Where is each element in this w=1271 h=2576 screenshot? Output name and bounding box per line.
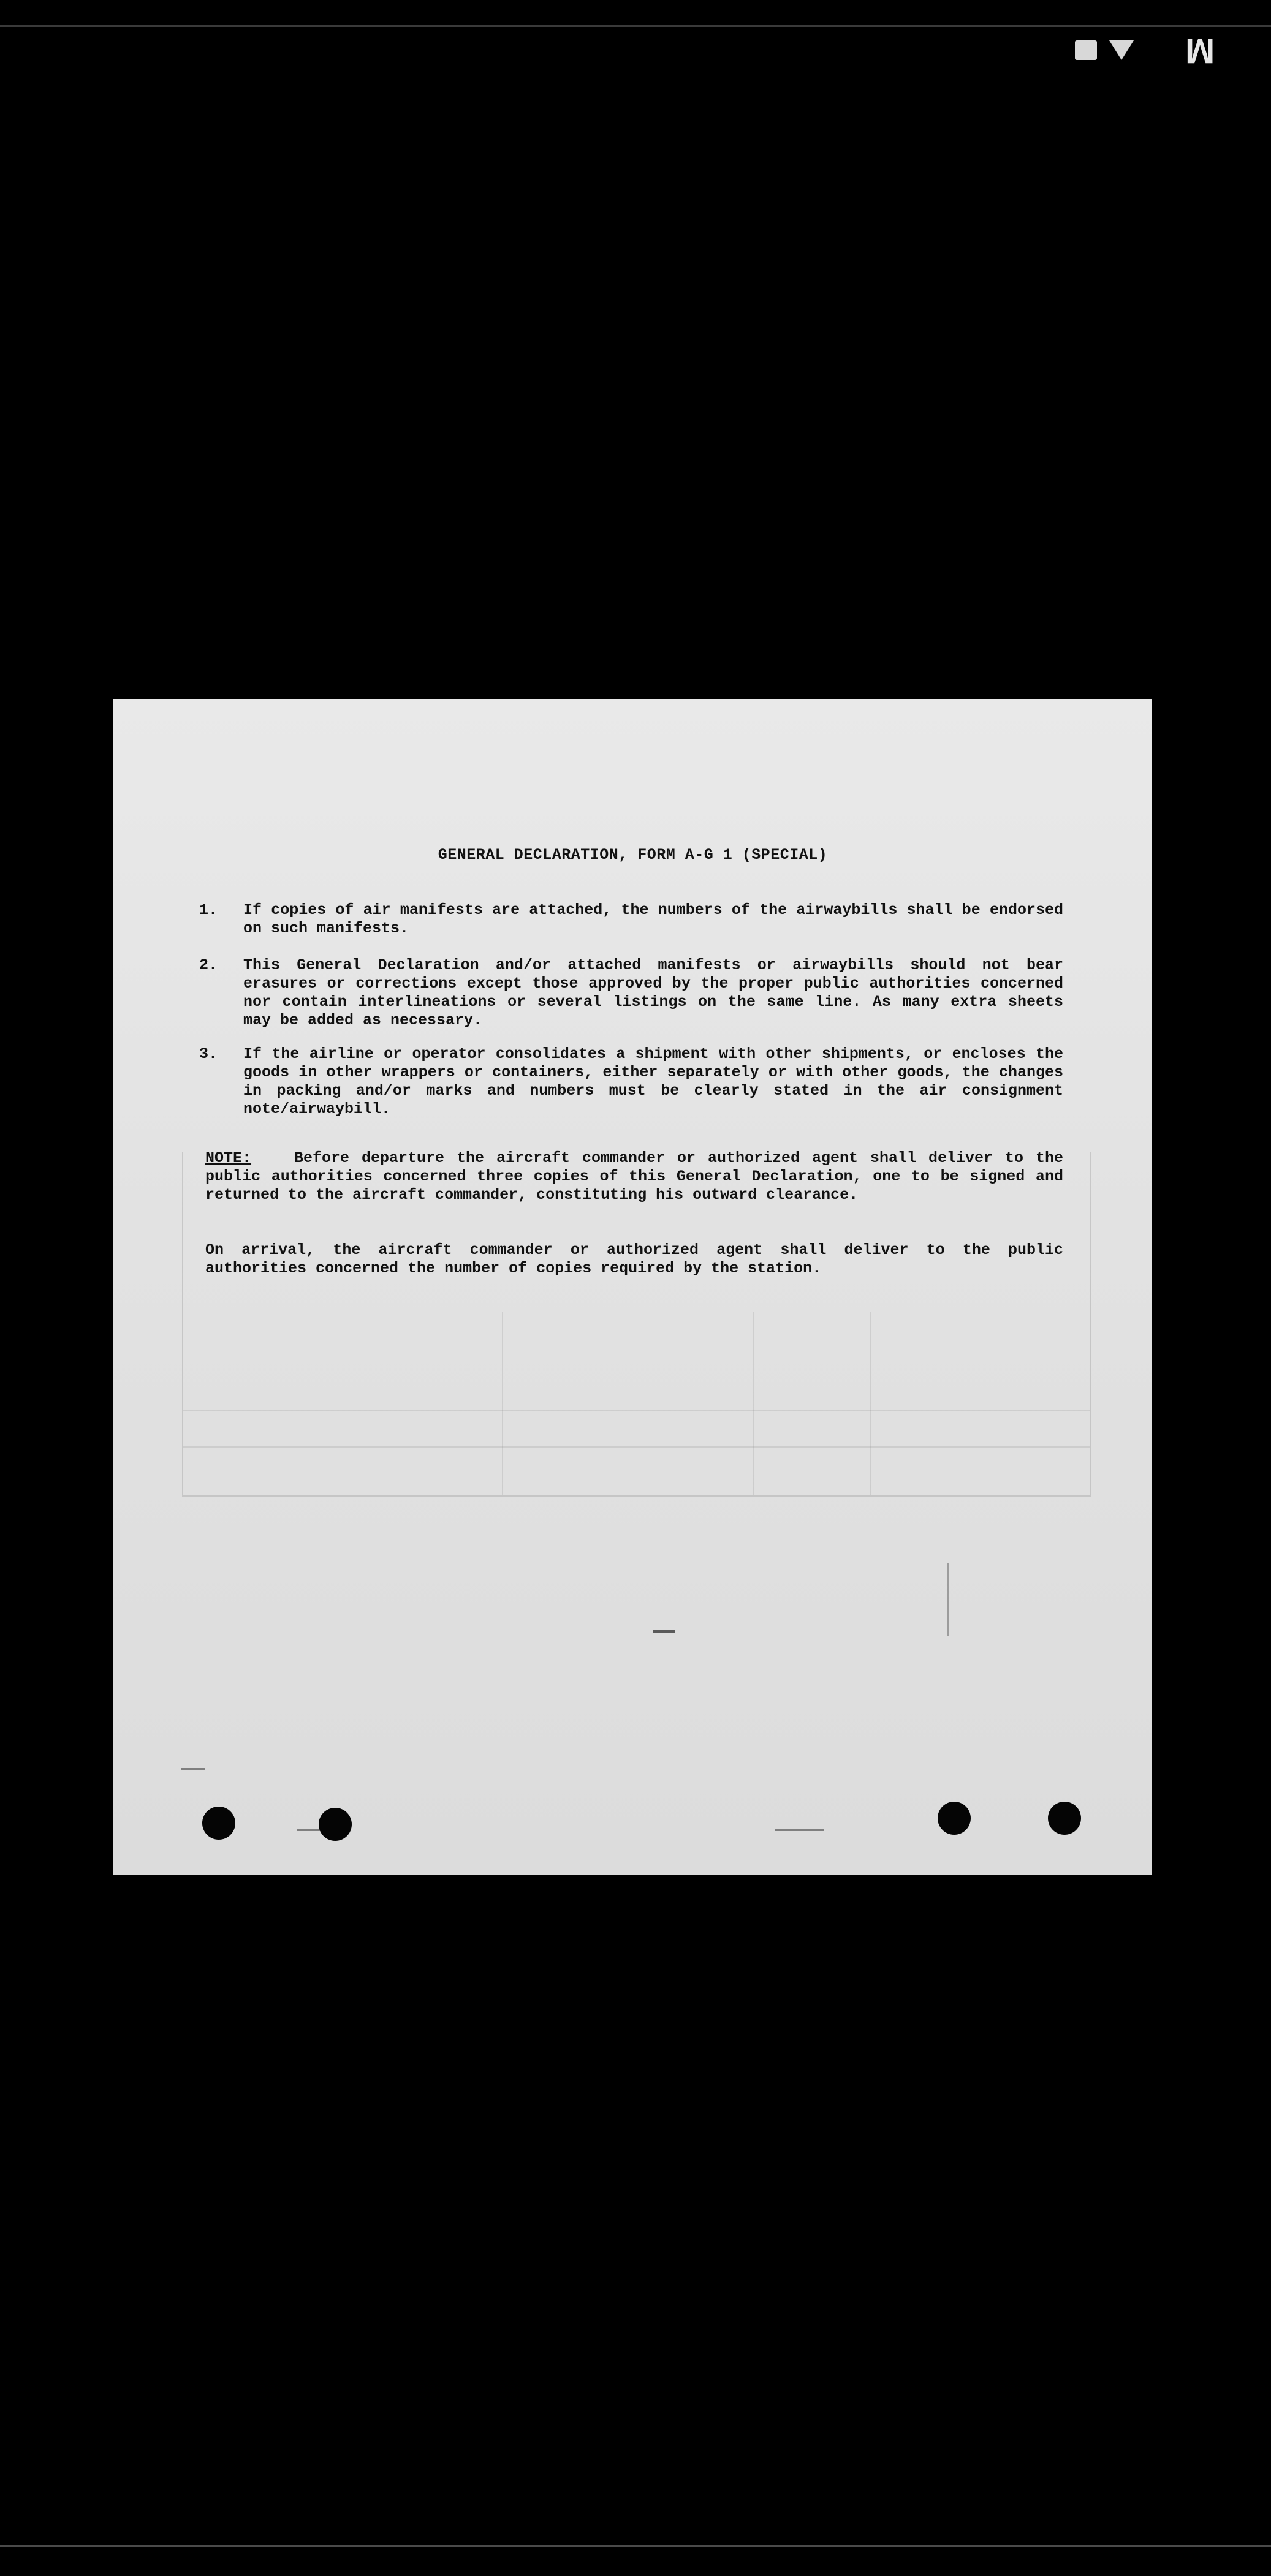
item-text: If copies of air manifests are attached, the numbers of the airwaybills shall be endorsed on such manifests. xyxy=(243,901,1063,937)
item-number: 3. xyxy=(199,1045,218,1063)
square-mark-icon xyxy=(1075,40,1097,60)
scan-target-marks xyxy=(1075,32,1234,69)
item-text: This General Declaration and/or attached manifests or airwaybills should not bear erasures or corrections except those approved by the proper public authorities concerned nor contain interlineations or several listings on the same line. As many extra sheets may be added as necessary. xyxy=(243,956,1063,1029)
item-text: If the airline or operator consolidates a shipment with other shipments, or encloses the goods in other wrappers or containers, either separately or with other goods, the changes in packing and/or marks and numbers must be clearly stated in the air consignment note/airwaybill. xyxy=(243,1045,1063,1118)
note-text: Before departure the aircraft commander or authorized agent shall deliver to the public authorities concerned three copies of this General Declaration, one to be signed and returned to the aircraft commander, constituting his outward clearance. xyxy=(205,1149,1063,1204)
punch-hole xyxy=(202,1807,235,1840)
scanned-document-page xyxy=(113,699,1152,1875)
note-paragraph xyxy=(205,1149,1063,1204)
punch-hole xyxy=(1048,1802,1081,1835)
item-number: 2. xyxy=(199,956,218,974)
arrival-paragraph xyxy=(205,1241,1063,1278)
arrival-text: On arrival, the aircraft commander or authorized agent shall deliver to the public authorities concerned the number of copies required by the station. xyxy=(205,1241,1063,1277)
triangle-mark-icon xyxy=(1109,40,1134,60)
item-number: 1. xyxy=(199,901,218,919)
top-scan-rule xyxy=(0,25,1271,27)
note-label: NOTE: xyxy=(205,1149,252,1167)
document-title: GENERAL DECLARATION, FORM A-G 1 (SPECIAL) xyxy=(438,846,828,864)
punch-hole xyxy=(938,1802,971,1835)
bottom-scan-rule xyxy=(0,2545,1271,2547)
mirrored-letter-mark: M xyxy=(1185,31,1215,70)
punch-hole xyxy=(319,1808,352,1841)
